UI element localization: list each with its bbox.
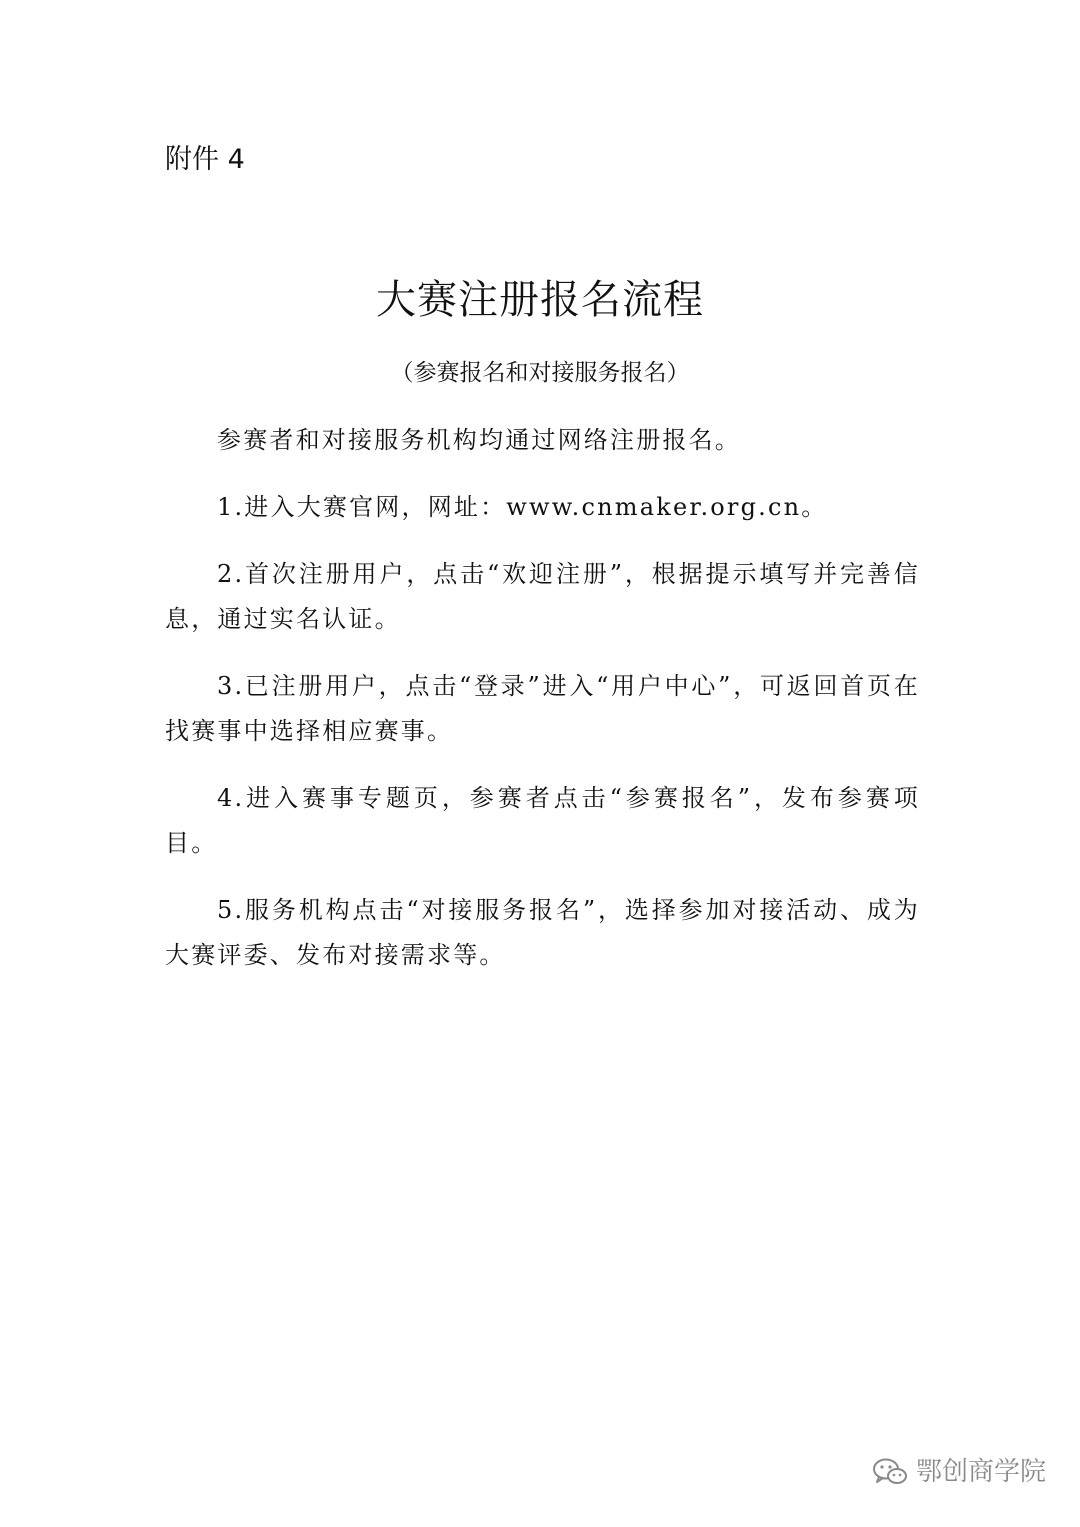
watermark <box>872 1455 1046 1489</box>
step-2-paragraph: 2.首次注册用户，点击“欢迎注册”，根据提示填写并完善信息，通过实名认证。 <box>165 560 920 633</box>
document-title: 大赛注册报名流程 <box>376 277 704 323</box>
document-body <box>165 418 920 1000</box>
step-1-paragraph: 1.进入大赛官网，网址：www.cnmaker.org.cn。 <box>217 493 828 521</box>
step-3-paragraph: 3.已注册用户，点击“登录”进入“用户中心”，可返回首页在找赛事中选择相应赛事。 <box>165 672 920 745</box>
step-5-paragraph: 5.服务机构点击“对接服务报名”，选择参加对接活动、成为大赛评委、发布对接需求等。 <box>165 896 920 969</box>
document-subtitle: （参赛报名和对接服务报名） <box>390 360 690 386</box>
attachment-label: 附件 4 <box>165 144 245 175</box>
watermark-text: 鄂创商学院 <box>915 1457 1046 1487</box>
step-4-paragraph: 4.进入赛事专题页，参赛者点击“参赛报名”，发布参赛项目。 <box>165 784 920 857</box>
wechat-icon <box>872 1457 908 1487</box>
intro-paragraph: 参赛者和对接服务机构均通过网络注册报名。 <box>217 426 741 454</box>
